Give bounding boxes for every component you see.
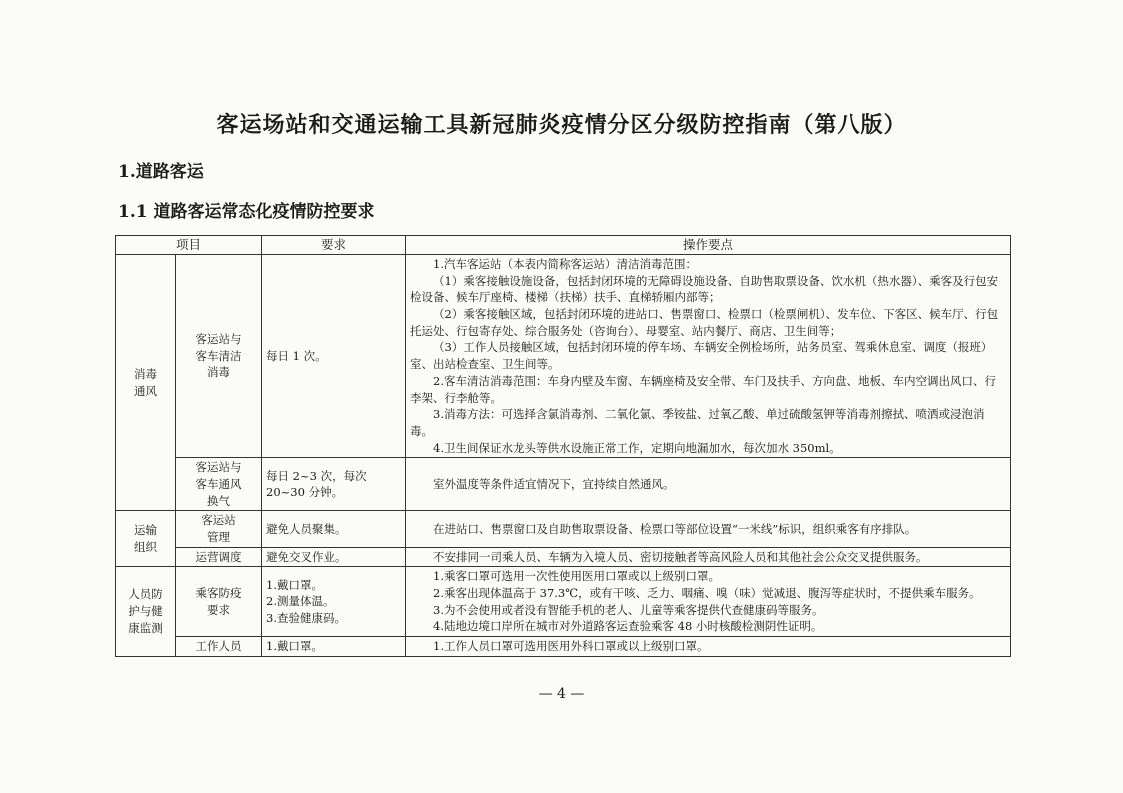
operation-point-line: 1.汽车客运站（本表内简称客运站）清洁消毒范围： xyxy=(433,257,697,272)
operation-points-cell xyxy=(406,547,1011,567)
operation-points-cell xyxy=(406,458,1011,511)
item-cell: 客运站与 客车通风 换气 xyxy=(176,458,262,511)
operation-point-line: 1.工作人员口罩可选用医用外科口罩或以上级别口罩。 xyxy=(433,638,709,653)
section-name-cell: 人员防 护与健 康监测 xyxy=(116,567,176,656)
header-operation-points: 操作要点 xyxy=(406,236,1011,255)
requirement-cell: 避免人员聚集。 xyxy=(262,511,406,547)
item-cell: 工作人员 xyxy=(176,636,262,656)
operation-point-line: （3）工作人员接触区域，包括封闭环境的停车场、车辆安全例检场所，站务员室、驾乘休息室、调度（报班）室、出站检查室、卫生间等。 xyxy=(410,340,993,372)
requirement-cell: 避免交叉作业。 xyxy=(262,547,406,567)
item-cell: 运营调度 xyxy=(176,547,262,567)
table-row xyxy=(116,255,1011,458)
operation-points-cell xyxy=(406,636,1011,656)
header-requirement: 要求 xyxy=(262,236,406,255)
document-title: 客运场站和交通运输工具新冠肺炎疫情分区分级防控指南（第八版） xyxy=(216,112,907,138)
item-cell: 乘客防疫 要求 xyxy=(176,567,262,637)
operation-point-line: 在进站口、售票窗口及自助售取票设备、检票口等部位设置“一米线”标识，组织乘客有序排队。 xyxy=(433,521,917,536)
table-row xyxy=(116,511,1011,547)
section-name-cell: 消毒 通风 xyxy=(116,255,176,511)
section-heading: 1.道路客运 xyxy=(118,162,204,182)
requirement-cell: 1.戴口罩。 2.测量体温。 3.查验健康码。 xyxy=(262,567,406,637)
operation-points-cell xyxy=(406,511,1011,547)
operation-point-line: 2.乘客出现体温高于 37.3℃，或有干咳、乏力、咽痛、嗅（味）觉减退、腹泻等症状时，不提供乘车服务。 xyxy=(433,585,981,600)
operation-point-line: 3.消毒方法：可选择含氯消毒剂、二氧化氯、季铵盐、过氧乙酸、单过硫酸氢钾等消毒剂擦拭、喷洒或浸泡消毒。 xyxy=(410,407,985,438)
operation-point-line: 4.陆地边境口岸所在城市对外道路客运查验乘客 48 小时核酸检测阴性证明。 xyxy=(433,619,823,634)
operation-points-cell xyxy=(406,567,1011,637)
subsection-heading: 1.1 道路客运常态化疫情防控要求 xyxy=(118,202,375,222)
table-row xyxy=(116,458,1011,511)
operation-point-line: （2）乘客接触区域，包括封闭环境的进站口、售票窗口、检票口（检票闸机）、发车位、下客区、候车厅、行包托运处、行包寄存处、综合服务处（咨询台）、母婴室、站内餐厅、商店、卫生间等； xyxy=(410,307,999,338)
operation-point-line: 4.卫生间保证水龙头等供水设施正常工作，定期向地漏加水，每次加水 350ml。 xyxy=(433,440,841,455)
operation-points-cell xyxy=(406,255,1011,458)
operation-point-line: 2.客车清洁消毒范围：车身内壁及车窗、车辆座椅及安全带、车门及扶手、方向盘、地板、车内空调出风口、行李架、行李舱等。 xyxy=(410,373,996,405)
operation-point-line: 室外温度等条件适宜情况下，宜持续自然通风。 xyxy=(433,476,675,491)
page-number: — 4 — xyxy=(538,686,585,702)
operation-point-line: （1）乘客接触设施设备，包括封闭环境的无障碍设施设备、自助售取票设备、饮水机（热水器）、乘客及行包安检设备、候车厅座椅、楼梯（扶梯）扶手、直梯轿厢内部等； xyxy=(410,273,999,305)
table-row xyxy=(116,567,1011,637)
prevention-requirements-table xyxy=(115,235,1011,657)
table-row xyxy=(116,547,1011,567)
operation-point-line: 不安排同一司乘人员、车辆为入境人员、密切接触者等高风险人员和其他社会公众交叉提供服务。 xyxy=(433,549,928,564)
table-body xyxy=(116,255,1011,656)
requirement-cell: 每日 1 次。 xyxy=(262,255,406,458)
operation-point-line: 3.为不会使用或者没有智能手机的老人、儿童等乘客提供代查健康码等服务。 xyxy=(433,602,824,617)
requirement-cell: 每日 2~3 次，每次 20~30 分钟。 xyxy=(262,458,406,511)
requirement-cell: 1.戴口罩。 xyxy=(262,636,406,656)
header-item: 项目 xyxy=(116,236,262,255)
operation-point-line: 1.乘客口罩可选用一次性使用医用口罩或以上级别口罩。 xyxy=(433,569,720,584)
table-row xyxy=(116,636,1011,656)
item-cell: 客运站 管理 xyxy=(176,511,262,547)
section-name-cell: 运输 组织 xyxy=(116,511,176,567)
item-cell: 客运站与 客车清洁 消毒 xyxy=(176,255,262,458)
table-header-row xyxy=(116,236,1011,255)
